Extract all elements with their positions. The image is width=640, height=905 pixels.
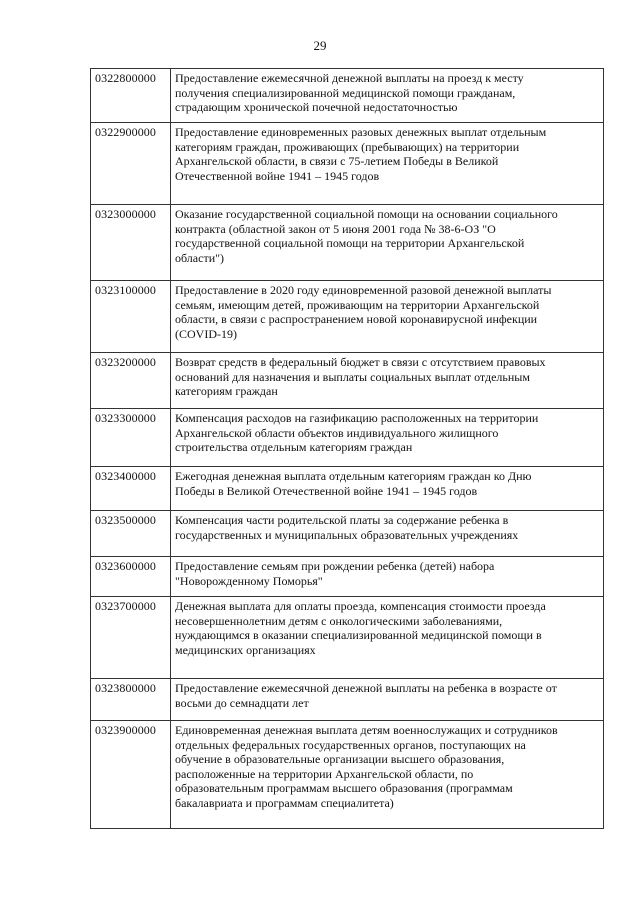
- row-code: 0323900000: [91, 721, 171, 829]
- row-description: [171, 205, 604, 281]
- description-line: Победы в Великой Отечественной войне 1941 – 1945 годов: [175, 483, 478, 498]
- description-line: Отечественной войне 1941 – 1945 годов: [175, 168, 380, 183]
- row-code: 0323700000: [91, 597, 171, 679]
- row-code: 0323500000: [91, 511, 171, 557]
- description-line: Предоставление в 2020 году единовременной разовой денежной выплаты: [175, 283, 552, 297]
- row-code: 0323200000: [91, 353, 171, 409]
- description-line: получения специализированной медицинской помощи гражданам,: [175, 85, 516, 100]
- description-line: категориям граждан, проживающих (пребывающих) на территории: [175, 139, 520, 154]
- description-line: Предоставление единовременных разовых денежных выплат отдельным: [175, 125, 547, 139]
- row-description: [171, 721, 604, 829]
- row-code: 0323400000: [91, 467, 171, 511]
- row-code: 0322800000: [91, 69, 171, 123]
- description-line: Возврат средств в федеральный бюджет в связи с отсутствием правовых: [175, 355, 546, 369]
- description-line: Архангельской области объектов индивидуального жилищного: [175, 425, 499, 440]
- description-line: несовершеннолетним детям с онкологическими заболеваниями,: [175, 613, 503, 628]
- description-line: отдельных федеральных государственных органов, поступающих на: [175, 737, 526, 752]
- description-line: Компенсация части родительской платы за содержание ребенка в: [175, 513, 509, 527]
- description-line: Компенсация расходов на газификацию расположенных на территории: [175, 411, 539, 425]
- page-number: 29: [313, 38, 327, 53]
- row-code: 0323100000: [91, 281, 171, 353]
- description-line: бакалавриата и программам специалитета): [175, 795, 394, 810]
- table-row: [91, 69, 604, 123]
- table-row: [91, 409, 604, 467]
- description-line: Предоставление ежемесячной денежной выплаты на ребенка в возрасте от: [175, 681, 557, 695]
- table-row: [91, 597, 604, 679]
- description-line: восьми до семнадцати лет: [175, 695, 309, 710]
- table-row: [91, 721, 604, 829]
- row-description: [171, 409, 604, 467]
- description-line: государственных и муниципальных образовательных учреждениях: [175, 527, 519, 542]
- row-code: 0323000000: [91, 205, 171, 281]
- table-row: [91, 511, 604, 557]
- row-description: [171, 69, 604, 123]
- table-row: [91, 467, 604, 511]
- description-line: Предоставление ежемесячной денежной выплаты на проезд к месту: [175, 71, 524, 85]
- table-row: [91, 679, 604, 721]
- row-description: [171, 557, 604, 597]
- description-line: Архангельской области, в связи с 75-летием Победы в Великой: [175, 154, 499, 168]
- description-line: семьям, имеющим детей, проживающим на территории Архангельской: [175, 297, 540, 312]
- description-line: обучение в образовательные организации высшего образования,: [175, 752, 505, 766]
- description-line: образовательным программам высшего образования (программам: [175, 781, 513, 795]
- row-description: [171, 467, 604, 511]
- description-line: Оказание государственной социальной помощи на основании социального: [175, 207, 558, 221]
- description-line: страдающим хронической почечной недостаточностью: [175, 100, 458, 114]
- table-row: [91, 557, 604, 597]
- row-code: 0323600000: [91, 557, 171, 597]
- row-description: [171, 511, 604, 557]
- description-line: Ежегодная денежная выплата отдельным категориям граждан ко Дню: [175, 469, 532, 483]
- budget-classification-table: [90, 68, 604, 829]
- description-line: расположенные на территории Архангельской области, по: [175, 766, 474, 781]
- description-line: строительства отдельным категориям граждан: [175, 440, 413, 454]
- description-line: медицинских организациях: [175, 642, 316, 657]
- table-row: [91, 205, 604, 281]
- description-line: государственной социальной помощи на территории Архангельской: [175, 236, 525, 250]
- description-line: "Новорожденному Поморья": [175, 573, 323, 588]
- description-line: контракта (областной закон от 5 июня 2001 года № 38-6-ОЗ "О: [175, 221, 496, 236]
- row-code: 0323300000: [91, 409, 171, 467]
- description-line: оснований для назначения и выплаты социальных выплат отдельным: [175, 369, 530, 384]
- row-description: [171, 597, 604, 679]
- row-description: [171, 353, 604, 409]
- row-code: 0323800000: [91, 679, 171, 721]
- row-description: [171, 679, 604, 721]
- table-row: [91, 123, 604, 205]
- table-row: [91, 281, 604, 353]
- description-line: Предоставление семьям при рождении ребенка (детей) набора: [175, 559, 495, 573]
- description-line: области"): [175, 250, 225, 265]
- description-line: (COVID-19): [175, 326, 237, 341]
- description-line: нуждающимся в оказании специализированной медицинской помощи в: [175, 628, 542, 642]
- row-description: [171, 281, 604, 353]
- description-line: области, в связи с распространением новой коронавирусной инфекции: [175, 312, 538, 326]
- row-code: 0322900000: [91, 123, 171, 205]
- description-line: категориям граждан: [175, 384, 278, 398]
- row-description: [171, 123, 604, 205]
- description-line: Денежная выплата для оплаты проезда, компенсация стоимости проезда: [175, 599, 546, 613]
- description-line: Единовременная денежная выплата детям военнослужащих и сотрудников: [175, 723, 558, 737]
- table-row: [91, 353, 604, 409]
